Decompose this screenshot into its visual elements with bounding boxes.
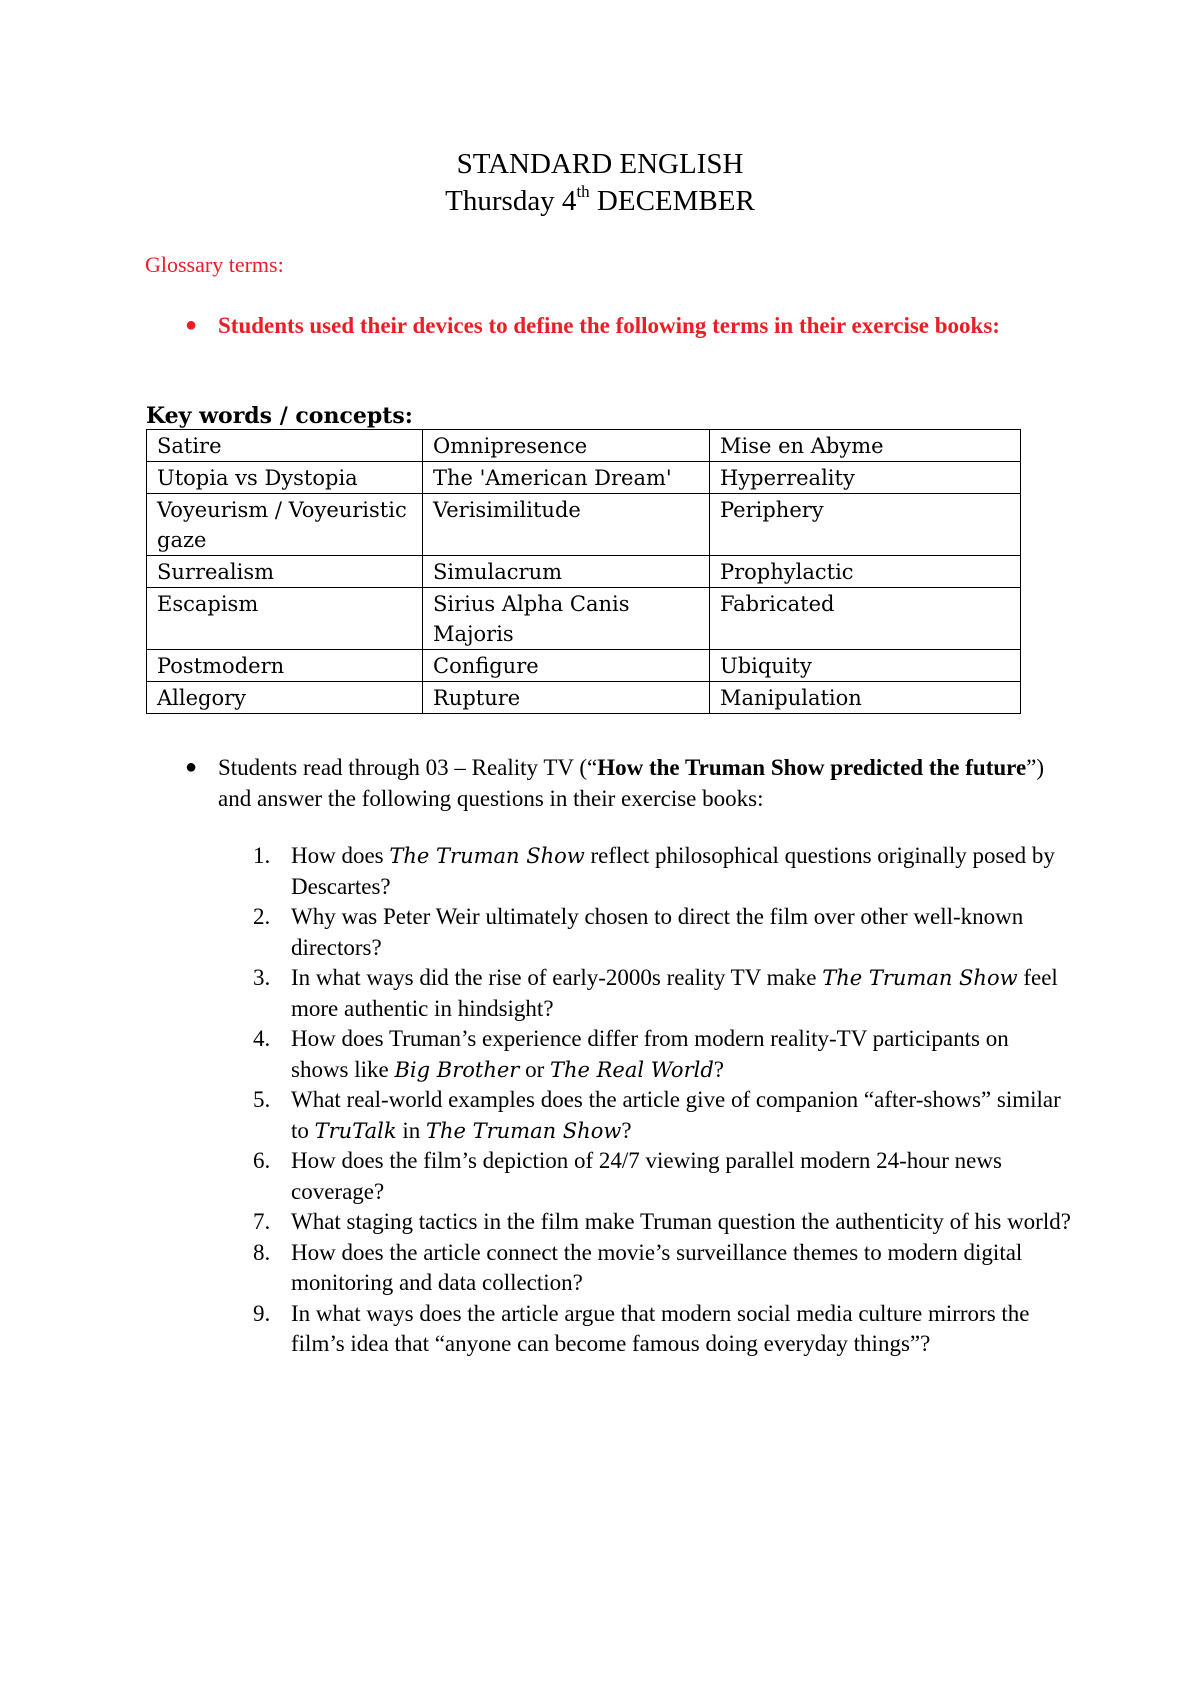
date-suffix: DECEMBER bbox=[589, 185, 755, 217]
table-row bbox=[147, 556, 1021, 588]
table-row bbox=[147, 682, 1021, 714]
table-cell: Mise en Abyme bbox=[710, 430, 1021, 462]
question-text: in bbox=[396, 1117, 426, 1143]
table-cell: Configure bbox=[423, 650, 710, 682]
question-title-italic: TruTalk bbox=[314, 1118, 397, 1143]
table-cell: The 'American Dream' bbox=[423, 462, 710, 494]
question-number: 8. bbox=[253, 1239, 271, 1265]
question-text: ? bbox=[621, 1117, 632, 1143]
question-text: How does bbox=[291, 843, 390, 868]
question-text: feel more authentic in hindsight? bbox=[291, 965, 1058, 1021]
question-number: 3. bbox=[253, 965, 271, 990]
table-cell: Ubiquity bbox=[710, 650, 1021, 682]
table-cell: Satire bbox=[147, 430, 423, 462]
question-text: What staging tactics in the film make Truman question the authenticity of his world? bbox=[291, 1209, 1071, 1234]
list-item bbox=[253, 1299, 1071, 1360]
table-cell: Hyperreality bbox=[710, 462, 1021, 494]
table-cell: Omnipresence bbox=[423, 430, 710, 462]
question-text: How does the article connect the movie’s surveillance themes to modern digital monitoring and data collection? bbox=[291, 1239, 1023, 1295]
reading-suffix: ”) and answer the following questions in their exercise books: bbox=[218, 755, 1045, 811]
list-item bbox=[253, 1085, 1071, 1146]
reading-article-title: How the Truman Show predicted the future bbox=[597, 755, 1027, 780]
table-cell: Periphery bbox=[710, 494, 1021, 556]
keywords-heading: Key words / concepts: bbox=[146, 403, 413, 429]
date-prefix: Thursday 4 bbox=[445, 185, 577, 217]
question-title-italic: The Real World bbox=[549, 1057, 714, 1082]
question-text: Why was Peter Weir ultimately chosen to direct the film over other well-known directors? bbox=[291, 904, 1024, 960]
table-cell: Fabricated bbox=[710, 588, 1021, 650]
reading-bullet bbox=[185, 752, 1058, 814]
table-row bbox=[147, 462, 1021, 494]
table-cell: Utopia vs Dystopia bbox=[147, 462, 423, 494]
question-text: or bbox=[519, 1056, 550, 1082]
table-cell: Manipulation bbox=[710, 682, 1021, 714]
question-number: 1. bbox=[253, 843, 271, 868]
table-row bbox=[147, 650, 1021, 682]
question-title-italic: Big Brother bbox=[394, 1057, 520, 1082]
question-number: 9. bbox=[253, 1300, 271, 1326]
question-number: 6. bbox=[253, 1148, 271, 1173]
reading-prefix: Students read through 03 – Reality TV (“ bbox=[218, 755, 598, 780]
table-row bbox=[147, 588, 1021, 650]
glossary-bullet bbox=[185, 310, 1078, 341]
question-title-italic: The Truman Show bbox=[389, 844, 585, 868]
table-cell: Postmodern bbox=[147, 650, 423, 682]
question-text: reflect philosophical questions originally posed by Descartes? bbox=[291, 843, 1055, 899]
question-text: How does Truman’s experience differ from modern reality-TV participants on shows like bbox=[291, 1026, 1009, 1082]
list-item bbox=[253, 841, 1071, 902]
question-number: 5. bbox=[253, 1087, 271, 1112]
table-cell: Escapism bbox=[147, 588, 423, 650]
list-item bbox=[253, 1207, 1071, 1238]
question-number: 4. bbox=[253, 1026, 271, 1051]
table-row bbox=[147, 494, 1021, 556]
question-title-italic: The Truman Show bbox=[425, 1118, 622, 1143]
question-text: In what ways does the article argue that modern social media culture mirrors the film’s idea that “anyone can become famous doing everyday things”? bbox=[291, 1300, 1030, 1356]
list-item bbox=[253, 1024, 1071, 1085]
question-text: How does the film’s depiction of 24/7 viewing parallel modern 24-hour news coverage? bbox=[291, 1148, 1002, 1204]
list-item bbox=[253, 1146, 1071, 1207]
question-text: What real-world examples does the article give of companion “after-shows” similar to bbox=[291, 1087, 1061, 1143]
document-date bbox=[0, 182, 1200, 218]
question-text: ? bbox=[713, 1056, 724, 1082]
table-cell: Verisimilitude bbox=[423, 494, 710, 556]
keywords-table bbox=[146, 429, 1021, 714]
table-cell: Allegory bbox=[147, 682, 423, 714]
question-title-italic: The Truman Show bbox=[822, 966, 1018, 990]
table-cell: Prophylactic bbox=[710, 556, 1021, 588]
bullet-icon: ● bbox=[185, 756, 198, 778]
glossary-bullet-text: Students used their devices to define the following terms in their exercise books: bbox=[218, 313, 1000, 338]
question-number: 2. bbox=[253, 904, 271, 929]
date-ordinal: th bbox=[576, 182, 590, 201]
questions-list bbox=[253, 841, 1071, 1360]
table-cell: Rupture bbox=[423, 682, 710, 714]
glossary-heading: Glossary terms: bbox=[145, 252, 284, 277]
question-number: 7. bbox=[253, 1209, 271, 1234]
table-cell: Sirius Alpha Canis Majoris bbox=[423, 588, 710, 650]
list-item bbox=[253, 902, 1071, 963]
table-row bbox=[147, 430, 1021, 462]
bullet-icon: ● bbox=[185, 314, 198, 336]
list-item bbox=[253, 1238, 1071, 1299]
question-text: In what ways did the rise of early-2000s reality TV make bbox=[291, 965, 823, 990]
table-cell: Simulacrum bbox=[423, 556, 710, 588]
document-title: STANDARD ENGLISH bbox=[456, 148, 744, 180]
list-item bbox=[253, 963, 1071, 1024]
table-cell: Surrealism bbox=[147, 556, 423, 588]
table-cell: Voyeurism / Voyeuristic gaze bbox=[147, 494, 423, 556]
